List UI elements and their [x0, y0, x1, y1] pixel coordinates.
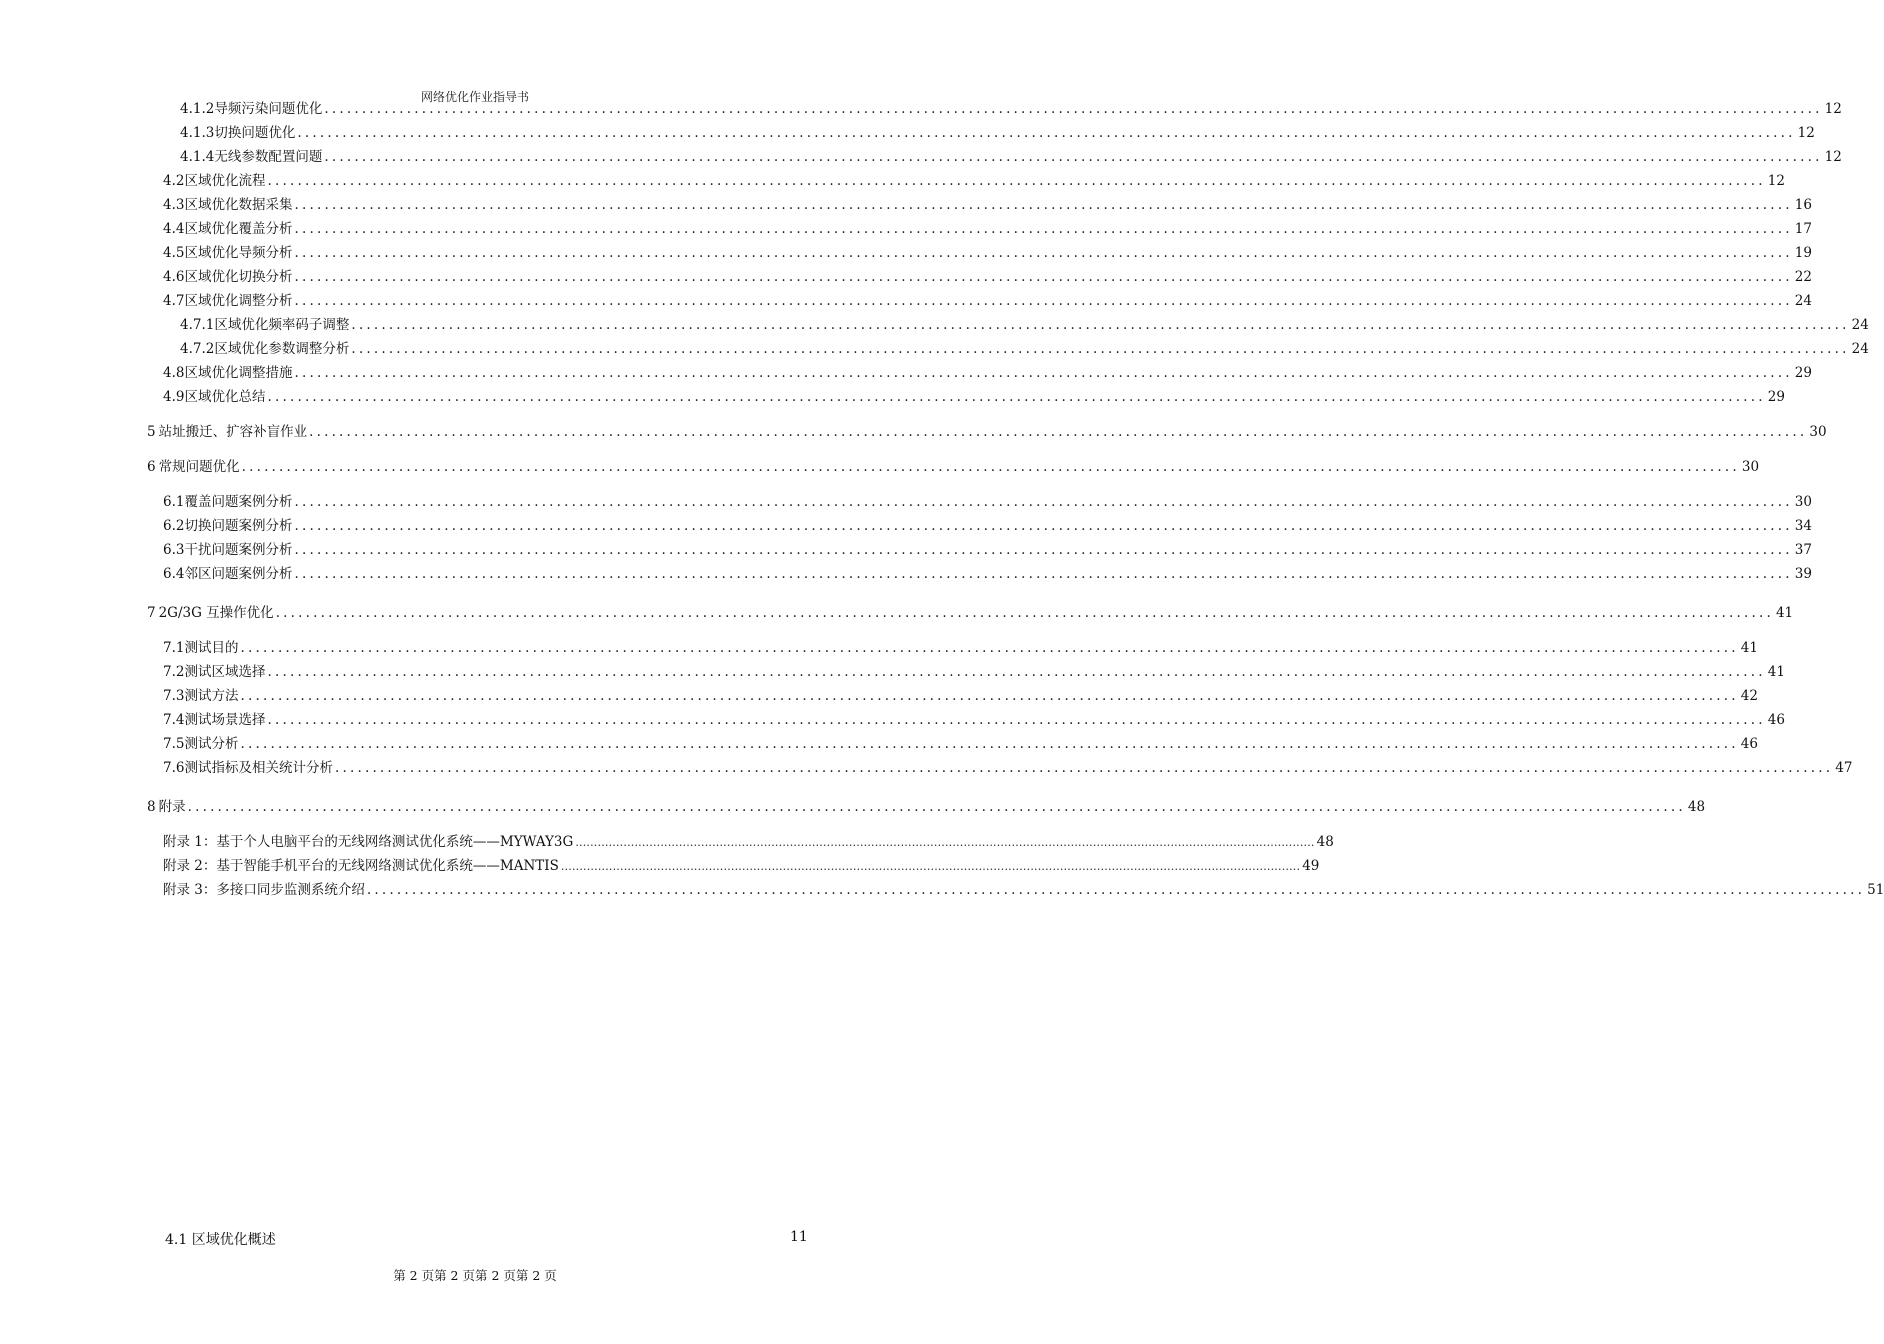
toc-entry[interactable] [180, 339, 1869, 359]
toc-entry-page: 41 [1767, 664, 1785, 680]
toc-entry[interactable] [147, 603, 1794, 623]
toc-entry-page: 30 [1809, 424, 1827, 440]
toc-entry[interactable] [147, 457, 1760, 477]
toc-leader-dots: ........................................................................................................................................................................................................ [351, 317, 1850, 333]
toc-entry-title: 覆盖问题案例分析 [184, 494, 293, 510]
toc-entry-number: 4.2 [163, 173, 185, 189]
toc-entry-page: 19 [1794, 245, 1812, 261]
toc-entry-page: 12 [1824, 101, 1842, 117]
toc-entry-title: 导频污染问题优化 [214, 101, 323, 117]
toc-entry[interactable] [147, 797, 1706, 817]
toc-entry-page: 51 [1867, 882, 1884, 898]
toc-entry-title: 附录 1：基于个人电脑平台的无线网络测试优化系统——MYWAY3G [163, 834, 574, 850]
toc-entry-title: 常规问题优化 [158, 459, 240, 475]
toc-entry-page: 46 [1740, 736, 1758, 752]
toc-leader-dots: ........................................................................................................................................................................................................ [267, 664, 1766, 680]
toc-entry[interactable] [180, 99, 1842, 119]
toc-entry-page: 12 [1824, 149, 1842, 165]
toc-entry[interactable] [163, 880, 1884, 900]
toc-entry[interactable] [163, 492, 1812, 512]
toc-leader-dots: ........................................................................................................................................................................................................ [294, 566, 1793, 582]
toc-entry-title: 区域优化数据采集 [184, 197, 293, 213]
toc-entry-page: 42 [1740, 688, 1758, 704]
toc-entry-title: 2G/3G 互操作优化 [158, 605, 274, 621]
toc-leader-dots: ........................................................................................................................................................................................................ [240, 688, 1739, 704]
toc-entry-page: 30 [1741, 459, 1760, 475]
toc-entry-number: 4.1.4 [180, 149, 215, 165]
toc-entry[interactable] [180, 315, 1869, 335]
toc-entry-page: 24 [1851, 317, 1869, 333]
toc-entry-number: 6.1 [163, 494, 185, 510]
toc-leader-dots: ........................................................................................................................................................................................................ [240, 736, 1739, 752]
toc-entry-number: 4.8 [163, 365, 185, 381]
toc-entry[interactable] [163, 638, 1758, 658]
toc-leader-dots: ........................................................................................................................................................................................................ [324, 149, 1823, 165]
toc-entry-title: 测试场景选择 [184, 712, 266, 728]
toc-entry-number: 4.9 [163, 389, 185, 405]
toc-entry-title: 区域优化总结 [184, 389, 266, 405]
toc-leader-dots: ........................................................................................................................................................................................................ [267, 712, 1766, 728]
toc-entry-number: 4.3 [163, 197, 185, 213]
toc-entry-page: 12 [1797, 125, 1815, 141]
toc-entry-title: 切换问题优化 [214, 125, 296, 141]
toc-leader-dots: ........................................................................................................................................................................................................ [309, 424, 1808, 440]
toc-entry-title: 区域优化调整分析 [184, 293, 293, 309]
toc-leader-dots: ........................................................................................................................................................................................................ [366, 882, 1866, 898]
toc-entry[interactable] [163, 734, 1758, 754]
toc-leader-dots: ........................................................................................................................................................................................................ [267, 173, 1766, 189]
toc-leader-dots: ........................................................................................................................................................................................................ [297, 125, 1796, 141]
toc-entry-number: 7 [147, 605, 156, 621]
toc-entry[interactable] [163, 171, 1785, 191]
toc-entry[interactable] [163, 516, 1812, 536]
toc-entry-title: 区域优化频率码子调整 [214, 317, 350, 333]
toc-entry-number: 4.6 [163, 269, 185, 285]
toc-entry-number: 4.7 [163, 293, 185, 309]
toc-entry[interactable] [163, 564, 1812, 584]
toc-entry-number: 8 [147, 799, 156, 815]
toc-entry-title: 干扰问题案例分析 [184, 542, 293, 558]
toc-leader-dots: ........................................................................................................................................................................................................ [294, 365, 1793, 381]
toc-entry[interactable] [163, 662, 1785, 682]
toc-entry[interactable] [147, 422, 1827, 442]
toc-entry-number: 4.7.2 [180, 341, 215, 357]
toc-entry[interactable] [163, 387, 1785, 407]
toc-entry-page: 17 [1794, 221, 1812, 237]
toc-leader-dots: ........................................................................................................................................................................................................ [294, 269, 1793, 285]
toc-entry-page: 12 [1767, 173, 1785, 189]
toc-leader-dots: ........................................................................................................................................................................................................ [324, 101, 1823, 117]
toc-leader-dots: ........................................................................................................................................................................................................ [294, 494, 1793, 510]
toc-entry-page: 24 [1851, 341, 1869, 357]
toc-entry-title: 站址搬迁、扩容补盲作业 [158, 424, 308, 440]
toc-entry[interactable] [163, 758, 1853, 778]
toc-entry-page: 41 [1740, 640, 1758, 656]
toc-entry-number: 7.1 [163, 640, 185, 656]
toc-entry-number: 6.3 [163, 542, 185, 558]
toc-entry-title: 区域优化参数调整分析 [214, 341, 350, 357]
toc-entry-number: 7.3 [163, 688, 185, 704]
toc-entry-page: 49 [1302, 858, 1320, 874]
toc-leader-dots: ........................................................................................................................................................................................................ [351, 341, 1850, 357]
toc-leader-dots: ........................................................................................................................................................................................................ [240, 640, 1739, 656]
toc-leader-dots: ........................................................................................................................................................................................................ [294, 197, 1793, 213]
toc-leader-dots: ........................................................................................................................................................................................................ [575, 836, 1315, 849]
toc-entry-number: 4.5 [163, 245, 185, 261]
toc-entry-number: 7.2 [163, 664, 185, 680]
toc-entry-page: 34 [1794, 518, 1812, 534]
toc-entry-number: 7.5 [163, 736, 185, 752]
bottom-page-number: 11 [790, 1229, 808, 1245]
toc-entry[interactable] [163, 267, 1812, 287]
toc-entry-page: 22 [1794, 269, 1812, 285]
toc-entry-title: 附录 2：基于智能手机平台的无线网络测试优化系统——MANTIS [163, 858, 559, 874]
toc-entry[interactable] [163, 540, 1812, 560]
toc-entry-page: 30 [1794, 494, 1812, 510]
toc-entry[interactable] [163, 710, 1785, 730]
toc-entry-title: 测试分析 [184, 736, 239, 752]
toc-entry-page: 41 [1775, 605, 1794, 621]
toc-leader-dots: ........................................................................................................................................................................................................ [294, 542, 1793, 558]
toc-entry[interactable] [163, 856, 1320, 876]
toc-entry-title: 区域优化流程 [184, 173, 266, 189]
toc-leader-dots: ........................................................................................................................................................................................................ [241, 459, 1740, 475]
toc-entry-page: 16 [1794, 197, 1812, 213]
toc-entry[interactable] [163, 363, 1812, 383]
toc-entry-number: 4.1.3 [180, 125, 215, 141]
toc-entry-page: 29 [1767, 389, 1785, 405]
toc-entry-page: 47 [1835, 760, 1853, 776]
toc-entry-title: 无线参数配置问题 [214, 149, 323, 165]
toc-entry-number: 6 [147, 459, 156, 475]
toc-leader-dots: ........................................................................................................................................................................................................ [294, 293, 1793, 309]
toc-leader-dots: ........................................................................................................................................................................................................ [294, 221, 1793, 237]
toc-entry-title: 测试方法 [184, 688, 239, 704]
toc-entry-title: 区域优化调整措施 [184, 365, 293, 381]
toc-entry[interactable] [163, 243, 1812, 263]
toc-entry[interactable] [180, 123, 1815, 143]
toc-entry-page: 24 [1794, 293, 1812, 309]
toc-entry-title: 附录 3：多接口同步监测系统介绍 [163, 882, 365, 898]
toc-entry-number: 4.4 [163, 221, 185, 237]
toc-entry-title: 区域优化切换分析 [184, 269, 293, 285]
toc-leader-dots: ........................................................................................................................................................................................................ [334, 760, 1834, 776]
toc-entry[interactable] [163, 832, 1334, 852]
toc-leader-dots: ........................................................................................................................................................................................................ [294, 245, 1793, 261]
page-header: 网络优化作业指导书 [420, 90, 529, 104]
page-footer: 第 2 页第 2 页第 2 页第 2 页 [393, 1268, 557, 1283]
toc-entry-page: 39 [1794, 566, 1812, 582]
toc-leader-dots: ........................................................................................................................................................................................................ [294, 518, 1793, 534]
toc-entry-number: 6.2 [163, 518, 185, 534]
toc-entry-number: 7.6 [163, 760, 185, 776]
toc-entry-page: 29 [1794, 365, 1812, 381]
toc-entry-title: 测试指标及相关统计分析 [184, 760, 333, 776]
toc-entry-number: 6.4 [163, 566, 185, 582]
toc-leader-dots: ........................................................................................................................................................................................................ [267, 389, 1766, 405]
toc-entry-number: 4.1.2 [180, 101, 215, 117]
toc-entry[interactable] [163, 686, 1758, 706]
toc-entry-page: 48 [1687, 799, 1706, 815]
toc-leader-dots: ........................................................................................................................................................................................................ [275, 605, 1774, 621]
toc-entry[interactable] [180, 147, 1842, 167]
toc-entry[interactable] [163, 291, 1812, 311]
toc-entry-title: 区域优化覆盖分析 [184, 221, 293, 237]
toc-entry-number: 7.4 [163, 712, 185, 728]
toc-entry[interactable] [163, 195, 1812, 215]
toc-entry-page: 48 [1316, 834, 1334, 850]
bottom-section-label: 4.1 区域优化概述 [165, 1232, 276, 1248]
toc-entry-title: 邻区问题案例分析 [184, 566, 293, 582]
toc-entry[interactable] [163, 219, 1812, 239]
toc-entry-page: 46 [1767, 712, 1785, 728]
toc-entry-number: 5 [147, 424, 156, 440]
toc-entry-title: 测试目的 [184, 640, 239, 656]
toc-leader-dots: ........................................................................................................................................................................................................ [560, 860, 1301, 873]
toc-leader-dots: ........................................................................................................................................................................................................ [187, 799, 1686, 815]
toc-entry-page: 37 [1794, 542, 1812, 558]
toc-entry-title: 切换问题案例分析 [184, 518, 293, 534]
toc-entry-title: 测试区域选择 [184, 664, 266, 680]
toc-entry-title: 区域优化导频分析 [184, 245, 293, 261]
toc-entry-number: 4.7.1 [180, 317, 215, 333]
toc-entry-title: 附录 [158, 799, 186, 815]
